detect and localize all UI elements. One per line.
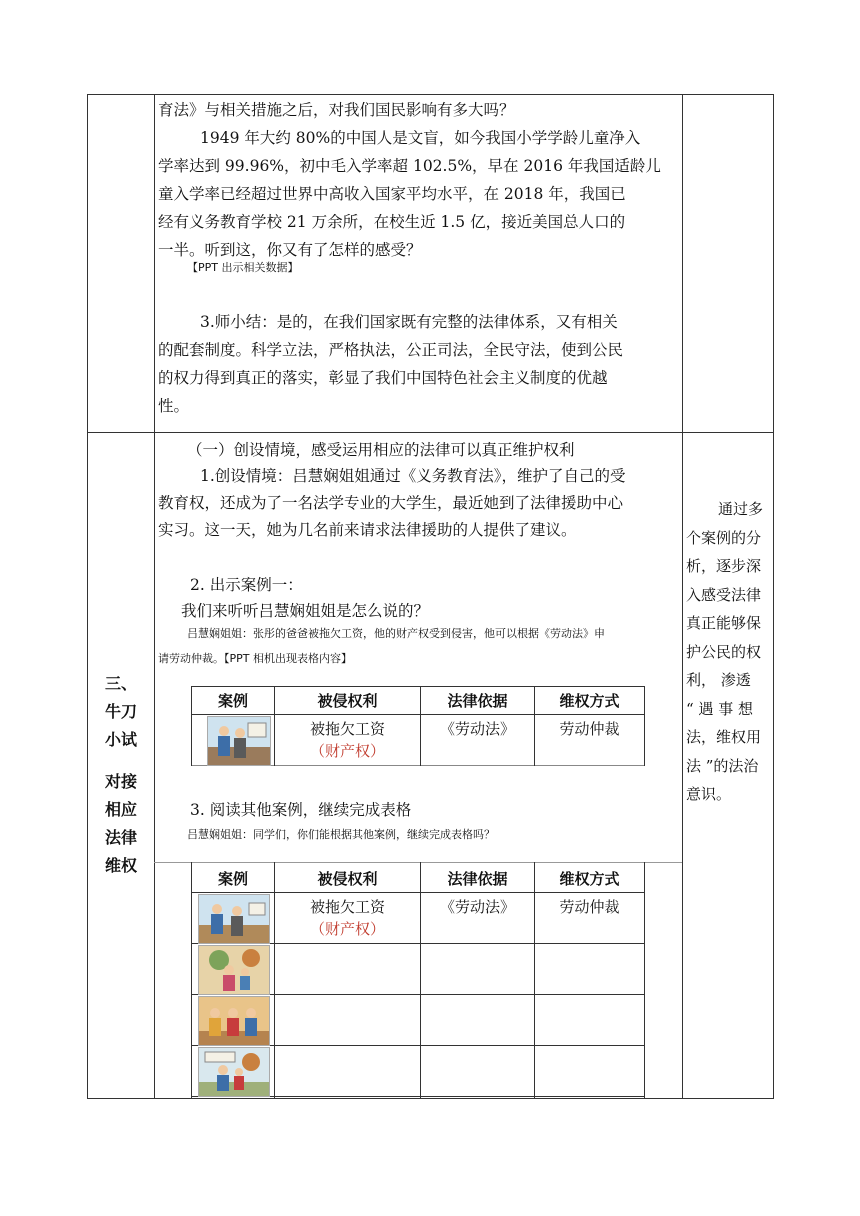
ppt-note: 【PPT 出示相关数据】: [187, 261, 299, 274]
intent-line: 意识。: [686, 785, 732, 803]
summary-line: 性。: [158, 397, 190, 415]
intent-line: 个案例的分: [686, 528, 762, 547]
header-law: 法律依据: [447, 692, 508, 710]
divider: [154, 862, 682, 863]
intro-line: 1.创设情境：吕慧娴姐姐通过《义务教育法》，维护了自己的受: [200, 467, 626, 485]
row-divider: [87, 432, 774, 433]
column-divider-1: [154, 94, 155, 1099]
title-line: 牛刀: [104, 702, 137, 721]
case1-label: 2. 出示案例一：: [190, 576, 303, 594]
header-law: 法律依据: [447, 870, 508, 888]
subtitle-line: 法律: [104, 828, 137, 847]
right-type: （财产权）: [309, 742, 385, 760]
section-title: [91, 670, 151, 754]
case-illustration-1: [207, 716, 271, 766]
table-border-bottom: [87, 1098, 774, 1099]
header-method: 维权方式: [559, 692, 620, 710]
case-illustration-1: [198, 894, 270, 944]
right-type: （财产权）: [309, 920, 385, 938]
case1-note-line: 吕慧娴姐姐：张彤的爸爸被拖欠工资，他的财产权受到侵害，他可以根据《劳动法》申: [187, 627, 605, 640]
header-case: 案例: [217, 870, 248, 888]
subtitle-line: 相应: [104, 800, 137, 819]
text-line: 育法》与相关措施之后，对我们国民影响有多大吗？: [158, 101, 515, 119]
case-illustration-3: [198, 996, 270, 1046]
subtitle-line: 对接: [104, 772, 137, 791]
intent-line: 护公民的权: [686, 642, 762, 661]
header-right: 被侵权利: [317, 692, 378, 710]
table-border-top: [87, 94, 773, 95]
title-line: 小试: [104, 730, 137, 749]
column-divider-2: [682, 94, 683, 1099]
row-law: 《劳动法》: [439, 720, 515, 738]
title-line: 三、: [104, 674, 137, 693]
subtitle-line: 维权: [104, 856, 137, 875]
case-illustration-2: [198, 945, 270, 995]
text-line: 一半。听到这，你又有了怎样的感受？: [158, 241, 422, 259]
intent-line: “ 遇 事 想: [686, 699, 753, 718]
summary-line: 3.师小结：是的，在我们国家既有完整的法律体系，又有相关: [200, 313, 618, 331]
text-line: 经有义务教育学校 21 万余所，在校生近 1.5 亿，接近美国总人口的: [158, 213, 626, 231]
case-illustration-4: [198, 1047, 270, 1097]
intent-line: 真正能够保: [686, 614, 762, 632]
case1-prompt: 我们来听听吕慧娴姐姐是怎么说的？: [181, 602, 430, 620]
section-heading: （一）创设情境，感受运用相应的法律可以真正维护权利: [187, 441, 575, 459]
intent-line: 通过多: [718, 500, 764, 518]
intent-line: 利， 渗透: [686, 671, 751, 689]
summary-line: 的配套制度。科学立法，严格执法，公正司法，全民守法，使到公民: [158, 341, 624, 359]
intro-line: 实习。这一天，她为几名前来请求法律援助的人提供了建议。: [158, 521, 577, 539]
text-line: 学率达到 99.96%，初中毛入学率超 102.5%，早在 2016 年我国适龄儿: [158, 157, 661, 175]
row-method: 劳动仲裁: [559, 898, 620, 916]
header-method: 维权方式: [559, 870, 620, 888]
case3-note: 吕慧娴姐姐：同学们，你们能根据其他案例，继续完成表格吗？: [187, 828, 495, 841]
table-border-left: [87, 94, 88, 1099]
right-text: 被拖欠工资: [309, 898, 385, 916]
right-text: 被拖欠工资: [309, 720, 385, 738]
intent-line: 入感受法律: [686, 585, 762, 604]
row-law: 《劳动法》: [439, 898, 515, 916]
row-method: 劳动仲裁: [559, 720, 620, 738]
text-line: 童入学率已经超过世界中高收入国家平均水平，在 2018 年，我国已: [158, 185, 626, 203]
text-line: 1949 年大约 80%的中国人是文盲，如今我国小学学龄儿童净入: [200, 129, 641, 147]
case3-label: 3. 阅读其他案例，继续完成表格: [190, 801, 412, 819]
summary-line: 的权力得到真正的落实，彰显了我们中国特色社会主义制度的优越: [158, 369, 608, 387]
intro-line: 教育权，还成为了一名法学专业的大学生，最近她到了法律援助中心: [158, 494, 624, 512]
header-right: 被侵权利: [317, 870, 378, 888]
intent-line: 法 ”的法治: [686, 756, 759, 775]
table-border-right: [773, 94, 774, 1099]
section-subtitle: [91, 768, 151, 880]
intent-line: 法，维权用: [686, 728, 762, 746]
intent-line: 析，逐步深: [686, 557, 762, 575]
row-right: [275, 718, 420, 762]
header-case: 案例: [217, 692, 248, 710]
row-right: [275, 896, 420, 940]
case1-note-line: 请劳动仲裁。【PPT 相机出现表格内容】: [158, 652, 352, 665]
